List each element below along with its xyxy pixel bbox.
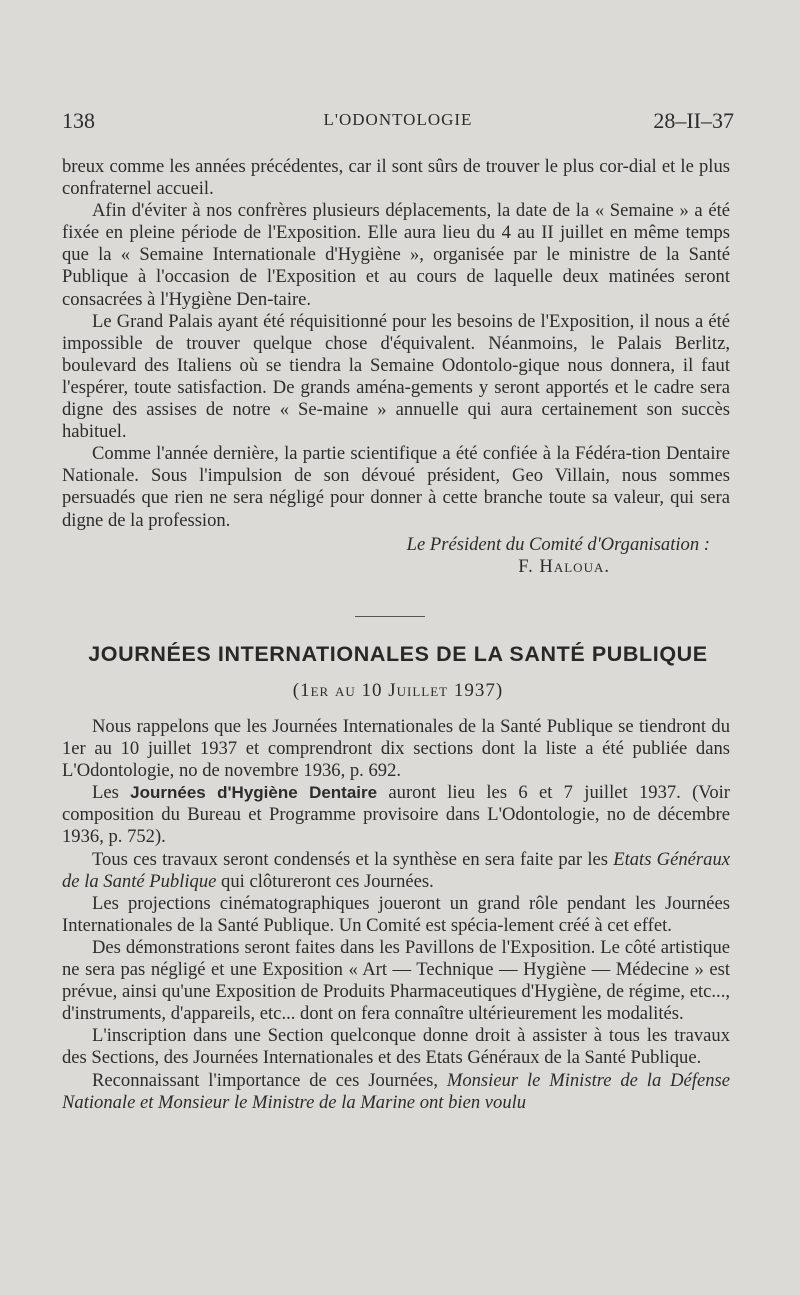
paragraph [62,849,730,893]
text-run: Les [92,782,131,804]
page-number: 138 [62,108,95,133]
signature-role: Le Président du Comité d'Organisation : [406,533,710,555]
text-run: auront lieu les 6 et 7 juillet 1937. (Voir composition du Bureau et Programme provisoire dans L'Odontologie, no de décembre 1936, p. 752). [62,782,730,848]
paragraph: Des démonstrations seront faites dans les Pavillons de l'Exposition. Le côté artistique ne sera pas négligé et une Exposition « Art — Technique — Hygiène — Médecine » est prévue, ainsi qu'une Exposition de Produits Pharmaceutiques d'Hygiène, de régime, etc..., d'instruments, d'appareils, etc... dont on fera connaître ultérieurement les modalités. [62,936,730,1025]
running-header [62,108,734,138]
paragraph [62,1070,730,1114]
highlighted-event: Journées d'Hygiène Dentaire [130,783,378,803]
paragraph: breux comme les années précédentes, car il sont sûrs de trouver le plus cor-dial et le plus confraternel accueil. [62,156,730,200]
section-semaine [62,156,730,578]
paragraph: L'inscription dans une Section quelconque donne droit à assister à tous les travaux des Sections, des Journées Internationales et des Etats Généraux de la Santé Publique. [62,1025,730,1069]
text-run: qui clôtureront ces Journées. [216,870,434,892]
section-journees [62,716,730,1114]
text-run: Tous ces travaux seront condensés et la synthèse en sera faite par les [92,848,614,870]
journal-title: L'ODONTOLOGIE [323,110,473,129]
paragraph: Les projections cinématographiques joueront un grand rôle pendant les Journées Internationales de la Santé Publique. Un Comité est spécia-lement créé à cet effet. [62,892,730,936]
paragraph: Le Grand Palais ayant été réquisitionné pour les besoins de l'Exposition, il nous a été impossible de trouver quelque chose d'équivalent. Néanmoins, le Palais Berlitz, boulevard des Italiens où se tiendra la Semaine Odontolo-gique nous donnera, il faut l'espérer, toute satisfaction. De grands aména-gements y seront apportés et le cadre sera digne des assises de notre « Se-maine » annuelle qui aura certainement son succès habituel. [62,310,730,443]
paragraph: Comme l'année dernière, la partie scientifique a été confiée à la Fédéra-tion Dentaire Nationale. Sous l'impulsion de son dévoué président, Geo Villain, nous sommes persuadés que rien ne sera négligé pour donner à cette branche toute sa valeur, qui sera digne de la profession. [62,443,730,531]
signature-name: F. Haloua. [518,555,610,577]
paragraph [62,782,730,848]
paragraph: Afin d'éviter à nos confrères plusieurs déplacements, la date de la « Semaine » a été fixée en pleine période de l'Exposition. Elle aura lieu du 4 au II juillet en même temps que la « Semaine Internationale d'Hygiène », organisée par le ministre de la Santé Publique à l'occasion de l'Exposition et au cours de laquelle deux matinées seront consacrées à l'Hygiène Den-taire. [62,200,730,310]
paragraph: Nous rappelons que les Journées Internationales de la Santé Publique se tiendront du 1er au 10 juillet 1937 et comprendront dix sections dont la liste a été publiée dans L'Odontologie, no de novembre 1936, p. 692. [62,716,730,782]
article-title: JOURNÉES INTERNATIONALES DE LA SANTÉ PUBLIQUE [88,642,708,666]
section-divider [355,616,425,617]
italic-run: Monsieur le Ministre de la Défense Nationale et Monsieur le Ministre de la Marine ont bien voulu [62,1069,730,1113]
issue-date: 28–II–37 [653,108,734,133]
text-run: Reconnaissant l'importance de ces Journées, [92,1069,447,1091]
italic-run: Etats Généraux de la Santé Publique [62,848,730,892]
article-subtitle: (1er au 10 Juillet 1937) [292,680,504,701]
